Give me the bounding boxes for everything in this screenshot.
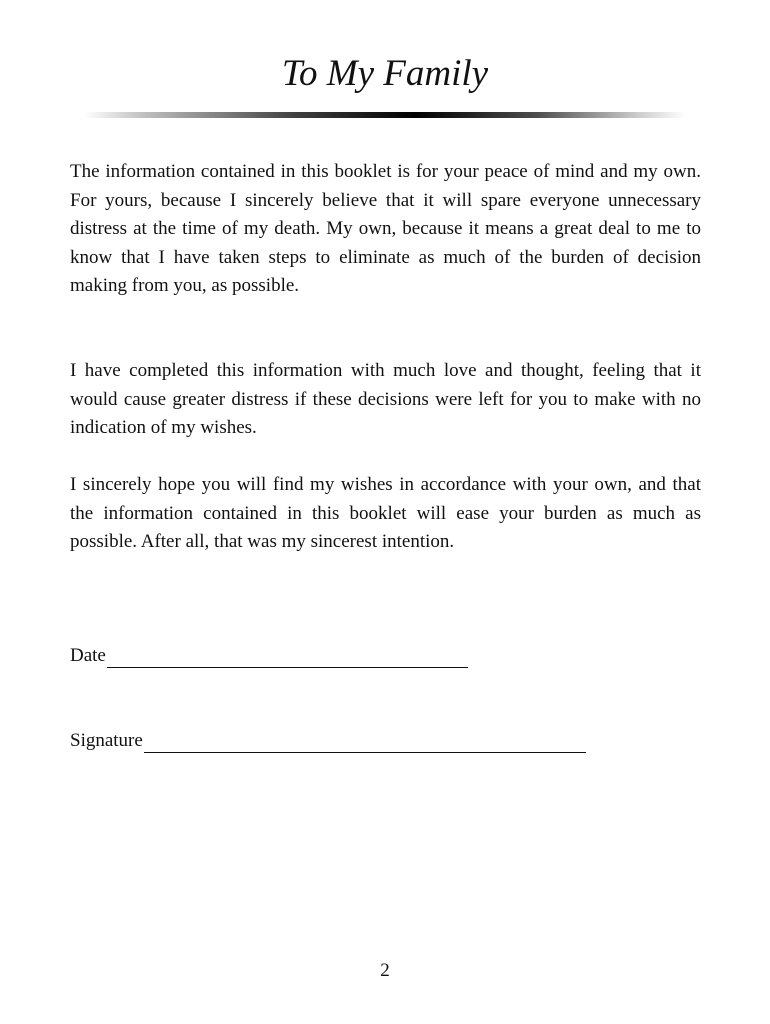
paragraph-1: The information contained in this booklet is for your peace of mind and my own. For yours, because I sincerely believe that it will spare everyone unnecessary distress at the time of my death. My own, because it means a great deal to me to know that I have taken steps to eliminate as much of the burden of decision making from you, as possible.: [70, 161, 701, 296]
date-label: Date: [70, 645, 106, 666]
page-number: 2: [380, 960, 390, 981]
signature-field: [70, 729, 586, 753]
title-divider: [84, 112, 686, 118]
date-field: [70, 644, 468, 668]
page-title: To My Family: [281, 53, 489, 94]
signature-blank-line: [144, 734, 586, 753]
signature-label: Signature: [70, 730, 143, 751]
paragraph-3: I sincerely hope you will find my wishes in accordance with your own, and that the information contained in this booklet will ease your burden as much as possible. After all, that was my sincerest intention.: [70, 474, 701, 552]
date-blank-line: [107, 649, 468, 668]
paragraph-2: I have completed this information with much love and thought, feeling that it would cause greater distress if these decisions were left for you to make with no indication of my wishes.: [70, 360, 701, 438]
